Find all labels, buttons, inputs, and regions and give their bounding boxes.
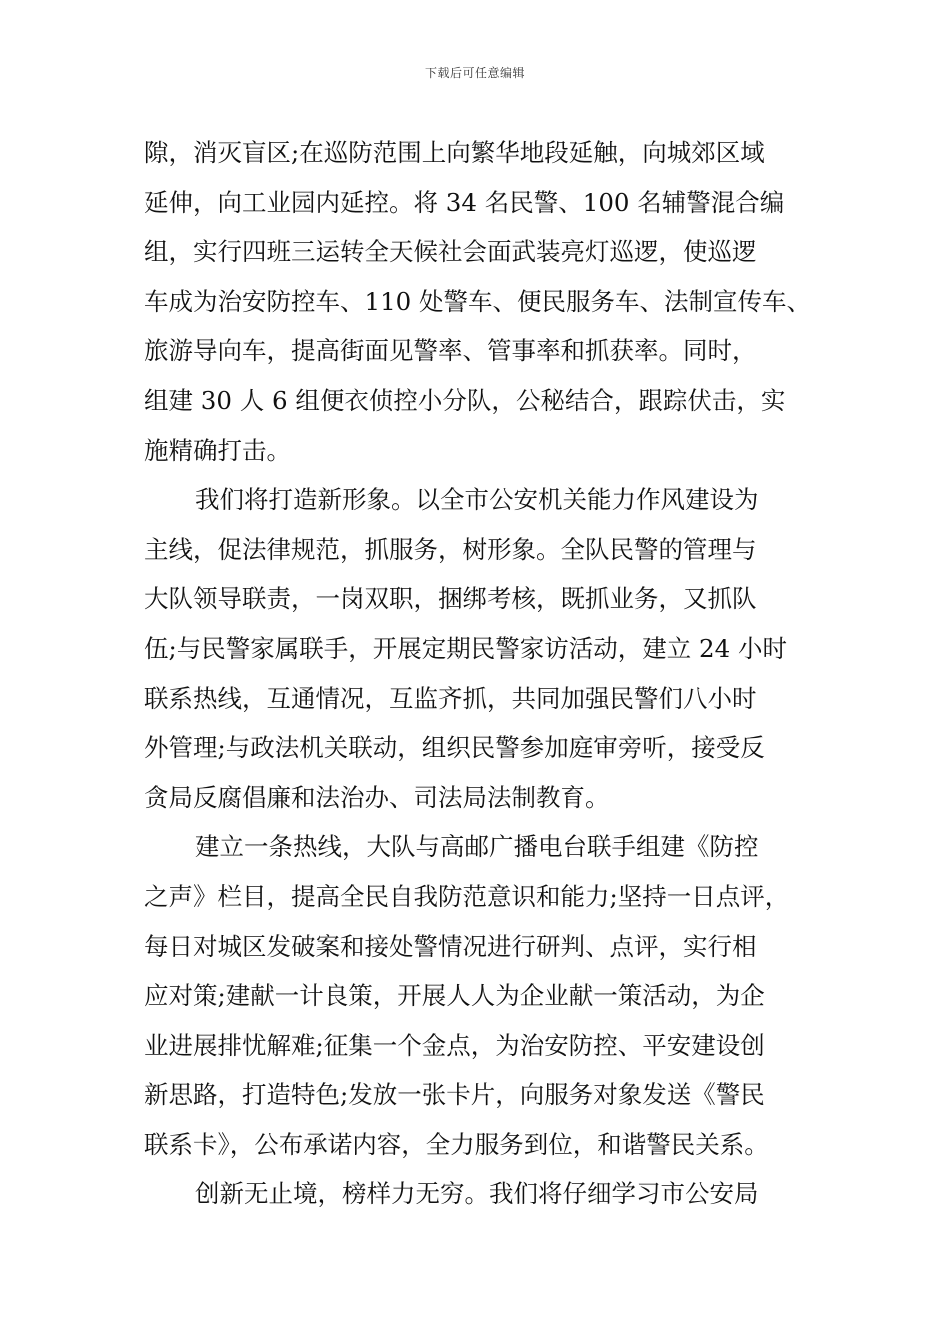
text-line: 联系热线，互通情况，互监齐抓，共同加强民警们八小时 <box>144 683 757 713</box>
text-line: 建立一条热线，大队与高邮广播电台联手组建《防控 <box>195 832 759 862</box>
text-line: 应对策;建献一计良策，开展人人为企业献一策活动，为企 <box>144 981 765 1011</box>
text-line: 贪局反腐倡廉和法治办、司法局法制教育。 <box>144 782 610 812</box>
text-line: 隙，消灭盲区;在巡防范围上向繁华地段延触，向城郊区域 <box>144 138 765 167</box>
text-line: 之声》栏目，提高全民自我防范意识和能力;坚持一日点评， <box>144 881 790 911</box>
text-line: 主线，促法律规范，抓服务，树形象。全队民警的管理与 <box>144 534 757 564</box>
text-line: 业进展排忧解难;征集一个金点，为治安防控、平安建设创 <box>144 1030 765 1060</box>
text-line: 组，实行四班三运转全天候社会面武装亮灯巡逻，使巡逻 <box>144 237 757 267</box>
page-header: 下载后可任意编辑 <box>424 66 525 80</box>
text-line: 每日对城区发破案和接处警情况进行研判、点评，实行相 <box>144 931 757 961</box>
text-line: 车成为治安防控车、110 处警车、便民服务车、法制宣传车、 <box>144 286 812 316</box>
text-line: 大队领导联责，一岗双职，捆绑考核，既抓业务，又抓队 <box>144 584 757 614</box>
text-line: 旅游导向车，提高街面见警率、管事率和抓获率。同时， <box>144 336 757 366</box>
document-body <box>144 128 812 1219</box>
text-line: 我们将打造新形象。以全市公安机关能力作风建设为 <box>195 485 759 515</box>
text-line: 新思路，打造特色;发放一张卡片，向服务对象发送《警民 <box>144 1080 765 1110</box>
text-line: 延伸，向工业园内延控。将 34 名民警、100 名辅警混合编 <box>144 187 785 217</box>
text-line: 组建 30 人 6 组便衣侦控小分队，公秘结合，跟踪伏击，实 <box>144 385 786 415</box>
text-line: 外管理;与政法机关联动，组织民警参加庭审旁听，接受反 <box>144 733 765 763</box>
text-line: 创新无止境，榜样力无穷。我们将仔细学习市公安局 <box>195 1179 759 1209</box>
text-line: 施精确打击。 <box>144 435 291 465</box>
text-line: 联系卡》，公布承诺内容，全力服务到位，和谐警民关系。 <box>144 1129 769 1159</box>
text-line: 伍;与民警家属联手，开展定期民警家访活动，建立 24 小时 <box>144 633 788 663</box>
